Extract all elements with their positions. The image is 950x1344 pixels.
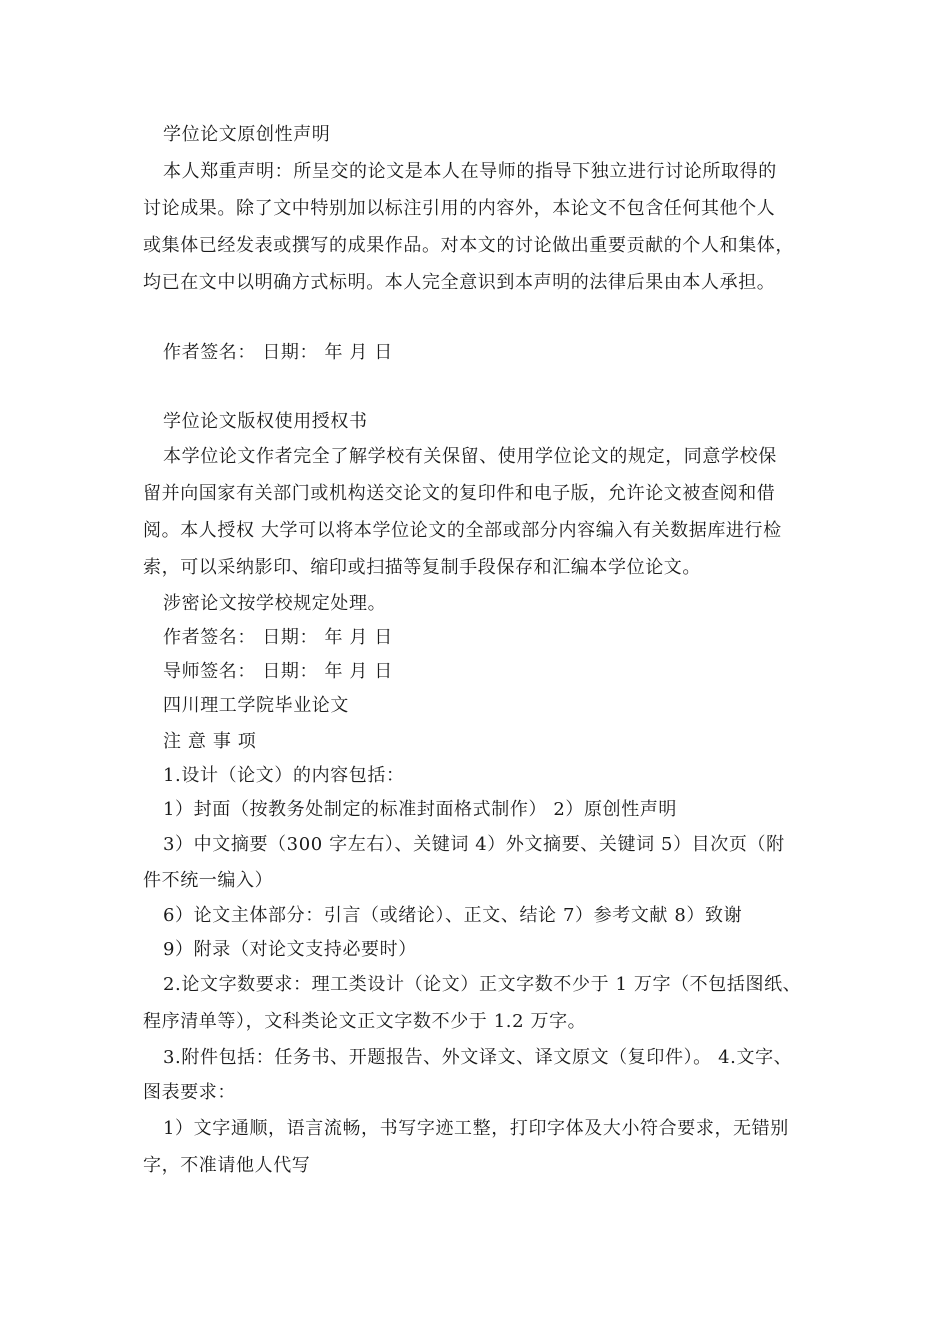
copyright-paragraph-line: 索，可以采纳影印、缩印或扫描等复制手段保存和汇编本学位论文。 [143,557,701,578]
notice-line: 3）中文摘要（300 字左右）、关键词 4）外文摘要、关键词 5）目次页（附 [163,834,785,855]
notice-line: 图表要求： [143,1082,236,1103]
copyright-author-signature: 作者签名： 日期： 年 月 日 [163,627,393,648]
notice-line: 1）文字通顺，语言流畅，书写字迹工整，打印字体及大小符合要求，无错别 [163,1118,789,1139]
originality-paragraph-line: 讨论成果。除了文中特别加以标注引用的内容外，本论文不包含任何其他个人 [143,198,776,219]
notice-line: 1）封面（按教务处制定的标准封面格式制作） 2）原创性声明 [163,799,678,820]
notice-line: 2.论文字数要求：理工类设计（论文）正文字数不少于 1 万字（不包括图纸、 [163,974,802,995]
notice-title: 注 意 事 项 [163,731,257,752]
notice-line: 3.附件包括：任务书、开题报告、外文译文、译文原文（复印件）。 4.文字、 [163,1047,793,1068]
copyright-title: 学位论文版权使用授权书 [163,411,368,432]
notice-line: 件不统一编入） [143,870,274,891]
school-thesis-heading: 四川理工学院毕业论文 [163,695,349,716]
notice-line: 程序清单等），文科类论文正文字数不少于 1.2 万字。 [143,1011,587,1032]
originality-paragraph-line: 或集体已经发表或撰写的成果作品。对本文的讨论做出重要贡献的个人和集体， [143,235,794,256]
originality-paragraph-line: 均已在文中以明确方式标明。本人完全意识到本声明的法律后果由本人承担。 [143,272,776,293]
copyright-paragraph-line: 本学位论文作者完全了解学校有关保留、使用学位论文的规定，同意学校保 [163,446,777,467]
originality-title: 学位论文原创性声明 [163,124,331,145]
notice-line: 1.设计（论文）的内容包括： [163,765,405,786]
notice-line: 9）附录（对论文支持必要时） [163,939,417,960]
copyright-advisor-signature: 导师签名： 日期： 年 月 日 [163,661,393,682]
copyright-paragraph-line: 留并向国家有关部门或机构送交论文的复印件和电子版，允许论文被查阅和借 [143,483,776,504]
notice-line: 字，不准请他人代写 [143,1155,311,1176]
secret-thesis-note: 涉密论文按学校规定处理。 [163,593,387,614]
originality-author-signature: 作者签名： 日期： 年 月 日 [163,342,393,363]
originality-paragraph-line: 本人郑重声明：所呈交的论文是本人在导师的指导下独立进行讨论所取得的 [163,161,777,182]
copyright-paragraph-line: 阅。本人授权 大学可以将本学位论文的全部或部分内容编入有关数据库进行检 [143,520,782,541]
notice-line: 6）论文主体部分：引言（或绪论）、正文、结论 7）参考文献 8）致谢 [163,905,743,926]
